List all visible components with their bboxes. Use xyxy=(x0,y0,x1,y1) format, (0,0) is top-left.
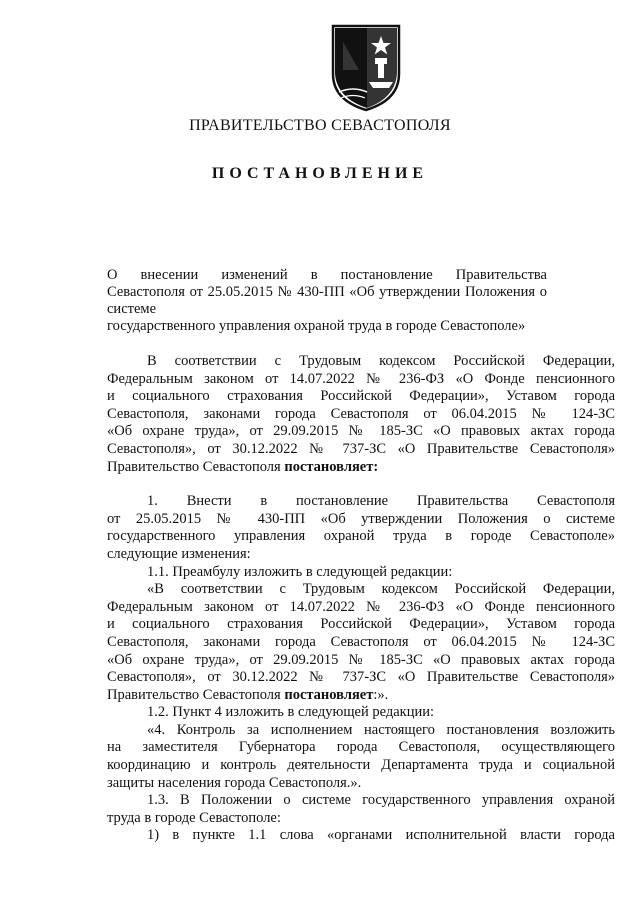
item4-line: защиты населения города Севастополя.». xyxy=(107,774,362,791)
preamble-line: Севастополя», от 30.12.2022 № 737-ЗС «О Правительстве Севастополя» xyxy=(107,440,615,457)
document-type: ПОСТАНОВЛЕНИЕ xyxy=(211,165,429,182)
item-4-text xyxy=(107,722,615,792)
item-1-2: 1.2. Пункт 4 изложить в следующей редакции: xyxy=(147,704,435,721)
item4-line: «4. Контроль за исполнением настоящего постановления возложить xyxy=(147,721,615,738)
item4-line: координацию и контроль деятельности Департамента труда и социальной xyxy=(107,757,615,774)
quote-line: Севастополя, законами города Севастополя от 06.04.2015 № 124-ЗС xyxy=(107,633,615,650)
decree-colon: : xyxy=(373,458,379,475)
preamble-line: Федеральным законом от 14.07.2022 № 236-ФЗ «О Фонде пенсионного xyxy=(107,370,615,387)
item-1-1: 1.1. Преамбулу изложить в следующей редакции: xyxy=(147,563,453,580)
item-line: следующие изменения: xyxy=(107,545,251,562)
quote-line: Федеральным законом от 14.07.2022 № 236-ФЗ «О Фонде пенсионного xyxy=(107,598,615,615)
quoted-preamble xyxy=(107,581,615,704)
organization-name: ПРАВИТЕЛЬСТВО СЕВАСТОПОЛЯ xyxy=(189,117,451,134)
title-line: государственного управления охраной труда в городе Севастополе» xyxy=(107,318,526,334)
item-1-3-subitem-1: 1) в пункте 1.1 слова «органами исполнительной власти города xyxy=(147,827,615,844)
item-1-3-line: 1.3. В Положении о системе государственного управления охраной xyxy=(147,792,615,809)
quote-tail: :». xyxy=(373,686,389,703)
preamble-line: Севастополя, законами города Севастополя от 06.04.2015 № 124-ЗС xyxy=(107,405,615,422)
quote-line: и социального страхования Российской Федерации», Уставом города xyxy=(107,616,615,633)
quote-line: «В соответствии с Трудовым кодексом Российской Федерации, xyxy=(147,581,615,598)
item-1 xyxy=(107,493,615,563)
quote-end-text: Правительство Севастополя xyxy=(107,686,285,703)
quote-decree-word: постановляет xyxy=(284,686,374,703)
document-title xyxy=(107,267,547,335)
item-1-3-line: труда в городе Севастополе: xyxy=(107,809,281,826)
decree-word: постановляет xyxy=(284,458,374,475)
item-line: 1. Внести в постановление Правительства Севастополя xyxy=(147,493,615,510)
item-line: от 25.05.2015 № 430-ПП «Об утверждении Положения о системе xyxy=(107,510,615,527)
preamble-line: «Об охране труда», от 29.09.2015 № 185-ЗС «О правовых актах города xyxy=(107,423,615,440)
document-body xyxy=(107,353,615,845)
preamble-end-text: Правительство Севастополя xyxy=(107,458,285,475)
quote-line: «Об охране труда», от 29.09.2015 № 185-ЗС «О правовых актах города xyxy=(107,651,615,668)
item-line: государственного управления охраной труда в городе Севастополе» xyxy=(107,528,615,545)
title-line: Севастополя от 25.05.2015 № 430-ПП «Об утверждении Положения о системе xyxy=(107,284,547,317)
item4-line: на заместителя Губернатора города Севастополя, осуществляющего xyxy=(107,739,615,756)
quote-line: Севастополя», от 30.12.2022 № 737-ЗС «О Правительстве Севастополя» xyxy=(107,669,615,686)
preamble-line: и социального страхования Российской Федерации», Уставом города xyxy=(107,388,615,405)
quote-line xyxy=(107,687,615,705)
item-1-3 xyxy=(107,792,615,827)
sevastopol-coat-of-arms-icon xyxy=(329,22,403,112)
preamble-line xyxy=(107,459,615,477)
preamble-line: В соответствии с Трудовым кодексом Российской Федерации, xyxy=(147,353,615,369)
title-line: О внесении изменений в постановление Правительства xyxy=(107,267,547,283)
preamble xyxy=(107,353,615,476)
